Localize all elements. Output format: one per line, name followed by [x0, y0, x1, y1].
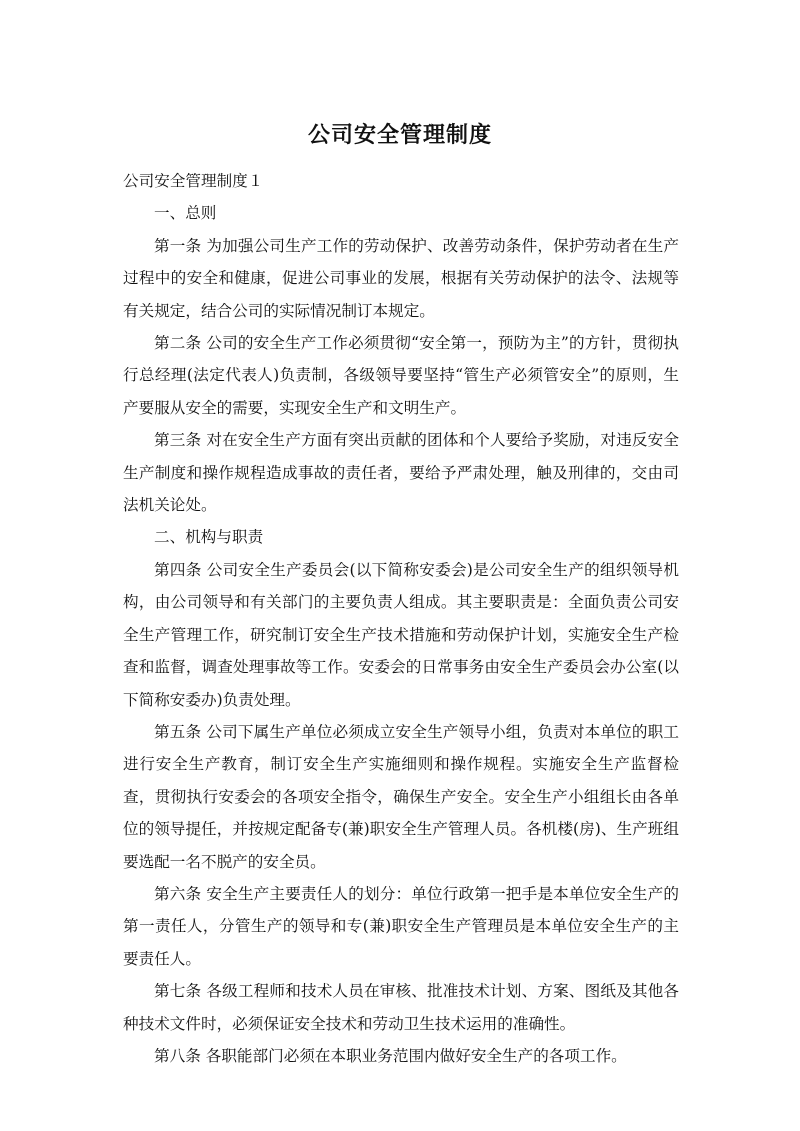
article-5: 第五条 公司下属生产单位必须成立安全生产领导小组，负责对本单位的职工进行安全生产教育，制订安全生产实施细则和操作规程。实施安全生产监督检查，贯彻执行安委会的各项安全指令，确保生产安全。安全生产小组组长由各单位的领导提任，并按规定配备专(兼)职安全生产管理人员。各机楼(房)、生产班组要选配一名不脱产的安全员。: [123, 722, 679, 871]
section-heading-general: 一、总则: [154, 204, 217, 223]
article-3: 第三条 对在安全生产方面有突出贡献的团体和个人要给予奖励，对违反安全生产制度和操作规程造成事故的责任者，要给予严肃处理，触及刑律的，交由司法机关论处。: [123, 431, 679, 515]
section-heading-organization: 二、机构与职责: [154, 528, 264, 547]
article-8: 第八条 各职能部门必须在本职业务范围内做好安全生产的各项工作。: [154, 1046, 627, 1065]
article-6: 第六条 安全生产主要责任人的划分：单位行政第一把手是本单位安全生产的第一责任人，分管生产的领导和专(兼)职安全生产管理员是本单位安全生产的主要责任人。: [123, 884, 679, 968]
article-1: 第一条 为加强公司生产工作的劳动保护、改善劳动条件，保护劳动者在生产过程中的安全和健康，促进公司事业的发展，根据有关劳动保护的法令、法规等有关规定，结合公司的实际情况制订本规定。: [123, 236, 679, 320]
article-7: 第七条 各级工程师和技术人员在审核、批准技术计划、方案、图纸及其他各种技术文件时，必须保证安全技术和劳动卫生技术运用的准确性。: [123, 982, 679, 1033]
document-subtitle: 公司安全管理制度１: [123, 172, 264, 190]
document-body: [123, 165, 679, 1072]
document-title: 公司安全管理制度: [307, 123, 492, 148]
article-2: 第二条 公司的安全生产工作必须贯彻“安全第一，预防为主”的方针，贯彻执行总经理(法定代表人)负责制，各级领导要坚持“管生产必须管安全”的原则，生产要服从安全的需要，实现安全生产和文明生产。: [123, 334, 679, 417]
article-4: 第四条 公司安全生产委员会(以下简称安委会)是公司安全生产的组织领导机构，由公司领导和有关部门的主要负责人组成。其主要职责是：全面负责公司安全生产管理工作，研究制订安全生产技术措施和劳动保护计划，实施安全生产检查和监督，调查处理事故等工作。安委会的日常事务由安全生产委员会办公室(以下简称安委办)负责处理。: [123, 560, 679, 709]
